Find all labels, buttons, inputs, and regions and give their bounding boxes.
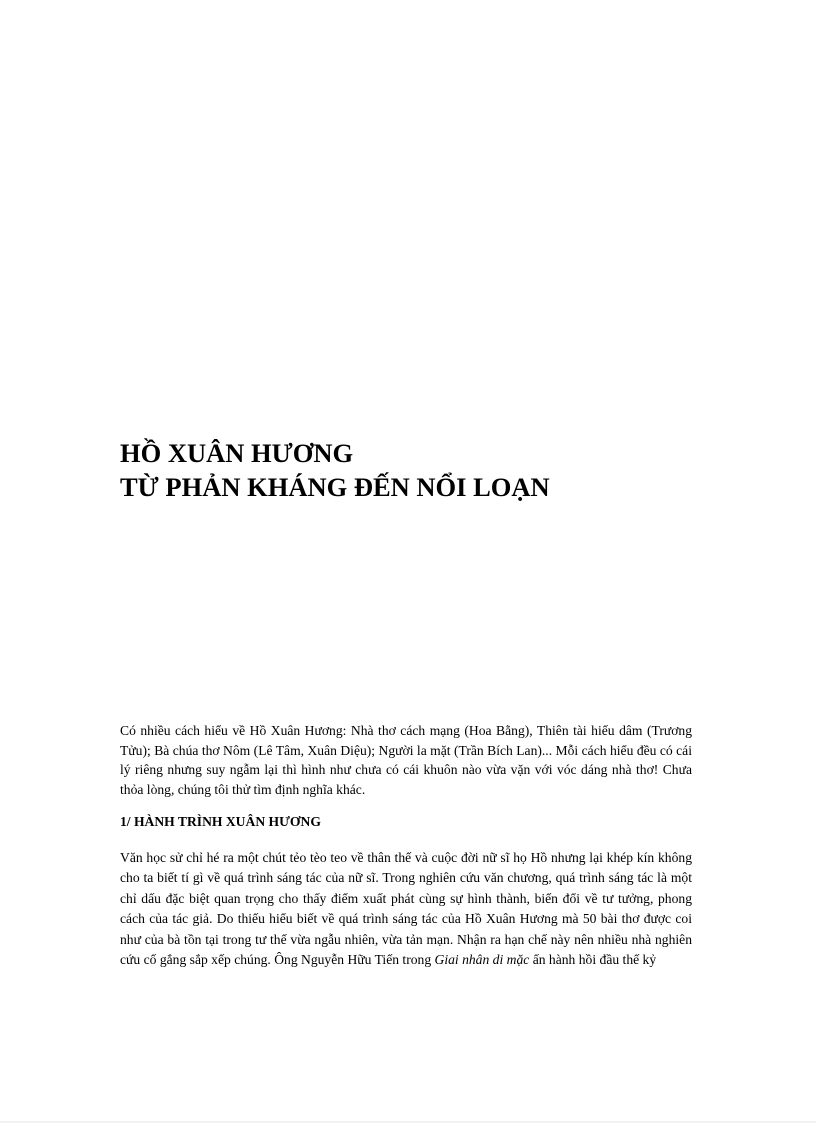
intro-paragraph: Có nhiều cách hiểu về Hồ Xuân Hương: Nhà thơ cách mạng (Hoa Bằng), Thiên tài hiếu dâm (Trương Tửu); Bà chúa thơ Nôm (Lê Tâm, Xuân Diệu); Người la mặt (Trần Bích Lan)... Mỗi cách hiểu đều có cái lý riêng nhưng suy ngẫm lại thì hình như chưa có cái khuôn nào vừa vặn với vóc dáng nhà thơ! Chưa thỏa lòng, chúng tôi thử tìm định nghĩa khác. — [120, 723, 692, 797]
title-line-2: TỪ PHẢN KHÁNG ĐẾN NỔI LOẠN — [120, 472, 550, 502]
book-title: Giai nhân di mặc — [434, 952, 530, 968]
section-heading: 1/ HÀNH TRÌNH XUÂN HƯƠNG — [120, 814, 321, 829]
section-paragraph — [120, 848, 692, 970]
section-text-after: ấn hành hồi đầu thế kỷ — [529, 952, 657, 968]
title-line-1: HỒ XUÂN HƯƠNG — [120, 438, 354, 468]
title-block — [120, 436, 740, 504]
body-text — [120, 721, 692, 970]
section-text-before: Văn học sử chỉ hé ra một chút tẻo tèo teo về thân thế và cuộc đời nữ sĩ họ Hồ nhưng lại khép kín không cho ta biết tí gì về quá trình sáng tác của nữ sĩ. Trong nghiên cứu văn chương, quá trình sáng tác là một chỉ dấu đặc biệt quan trọng cho thấy điểm xuất phát cùng sự hình thành, biến đổi về tư tưởng, phong cách của tác giả. Do thiếu hiểu biết về quá trình sáng tác của Hồ Xuân Hương mà 50 bài thơ được coi như của bà tồn tại trong tư thế vừa ngẫu nhiên, vừa tản mạn. Nhận ra hạn chế này nên nhiều nhà nghiên cứu cố gắng sắp xếp chúng. Ông Nguyễn Hữu Tiến trong — [120, 850, 692, 968]
